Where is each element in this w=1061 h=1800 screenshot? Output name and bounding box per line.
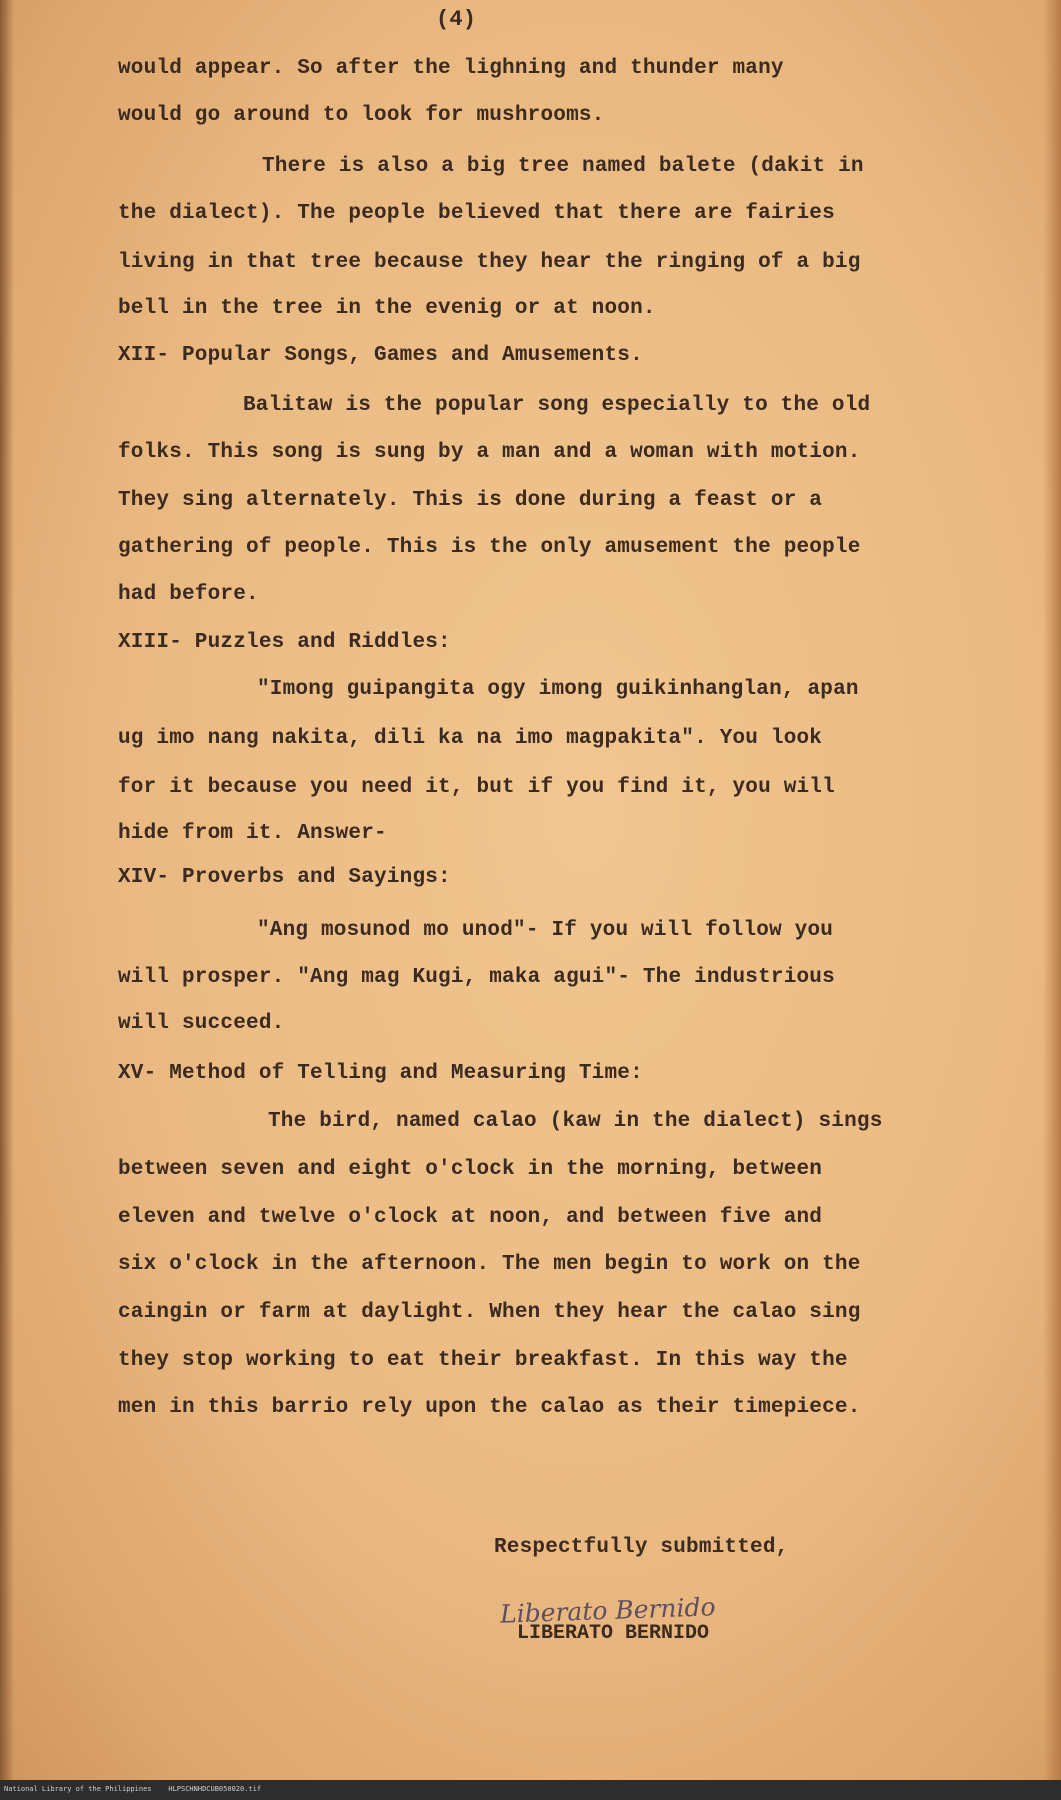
text-line: will prosper. "Ang mag Kugi, maka agui"- The industrious xyxy=(118,966,835,989)
text-line: "Ang mosunod mo unod"- If you will follow you xyxy=(257,919,834,942)
scan-footer xyxy=(0,1780,1061,1800)
page-number: (4) xyxy=(436,7,477,32)
text-line: men in this barrio rely upon the calao as their timepiece. xyxy=(118,1396,861,1419)
text-line: Balitaw is the popular song especially to the old xyxy=(243,394,871,417)
text-line: ug imo nang nakita, dili ka na imo magpakita". You look xyxy=(118,727,823,750)
text-line: caingin or farm at daylight. When they hear the calao sing xyxy=(118,1301,861,1324)
section-heading: XIII- Puzzles and Riddles: xyxy=(118,631,451,654)
text-line: would go around to look for mushrooms. xyxy=(118,104,605,127)
text-line: "Imong guipangita ogy imong guikinhanglan, apan xyxy=(257,678,859,701)
text-line: would appear. So after the lighning and thunder many xyxy=(118,57,784,80)
text-line: they stop working to eat their breakfast. In this way the xyxy=(118,1349,848,1372)
text-line: will succeed. xyxy=(118,1012,285,1035)
text-line: gathering of people. This is the only amusement the people xyxy=(118,536,861,559)
text-line: between seven and eight o'clock in the morning, between xyxy=(118,1158,823,1181)
signatory-name: LIBERATO BERNIDO xyxy=(517,1622,710,1645)
text-line: for it because you need it, but if you find it, you will xyxy=(118,776,835,799)
text-line: The bird, named calao (kaw in the dialect) sings xyxy=(268,1110,883,1133)
footer-text: National Library of the Philippines HLPSCHNHDCUB050020.tif xyxy=(4,1785,262,1793)
text-line: bell in the tree in the evenig or at noon. xyxy=(118,297,656,320)
text-line: eleven and twelve o'clock at noon, and between five and xyxy=(118,1206,823,1229)
handwritten-signature: Liberato Bernido xyxy=(499,1592,717,1629)
section-heading: XV- Method of Telling and Measuring Time: xyxy=(118,1062,643,1085)
text-line: the dialect). The people believed that there are fairies xyxy=(118,202,835,225)
text-line: There is also a big tree named balete (dakit in xyxy=(262,155,864,178)
text-line: hide from it. Answer- xyxy=(118,822,387,845)
section-heading: XIV- Proverbs and Sayings: xyxy=(118,866,451,889)
section-heading: XII- Popular Songs, Games and Amusements. xyxy=(118,344,643,367)
text-line: folks. This song is sung by a man and a woman with motion. xyxy=(118,441,861,464)
text-line: six o'clock in the afternoon. The men begin to work on the xyxy=(118,1253,861,1276)
closing-text: Respectfully submitted, xyxy=(494,1536,789,1559)
text-line: living in that tree because they hear the ringing of a big xyxy=(118,251,861,274)
text-line: They sing alternately. This is done during a feast or a xyxy=(118,489,823,512)
text-line: had before. xyxy=(118,583,259,606)
